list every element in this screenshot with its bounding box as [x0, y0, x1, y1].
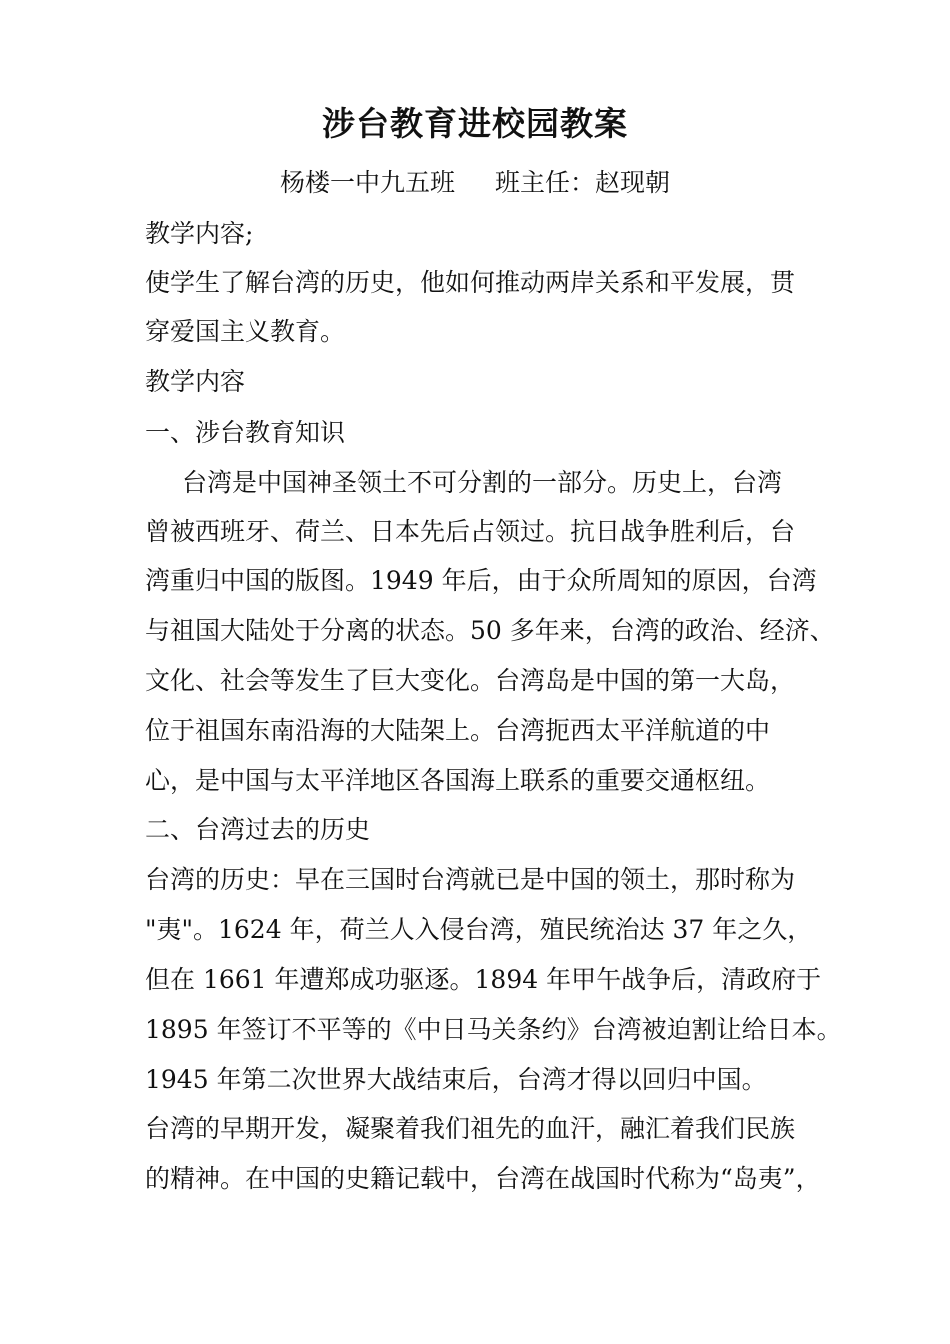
- paragraph-line: "夷"。1624 年，荷兰人入侵台湾，殖民统治达 37 年之久，: [145, 915, 813, 944]
- paragraph-line: 台湾是中国神圣领土不可分割的一部分。历史上，台湾: [182, 468, 783, 497]
- paragraph-line: 但在 1661 年遭郑成功驱逐。1894 年甲午战争后，清政府于: [145, 965, 822, 994]
- paragraph-line: 1945 年第二次世界大战结束后，台湾才得以回归中国。: [145, 1065, 767, 1094]
- page-title: 涉台教育进校园教案: [322, 104, 628, 143]
- paragraph-line: 1895 年签订不平等的《中日马关条约》台湾被迫割让给日本。: [145, 1015, 842, 1044]
- section-heading: 二、台湾过去的历史: [145, 815, 371, 844]
- paragraph-line: 心，是中国与太平洋地区各国海上联系的重要交通枢纽。: [145, 766, 771, 795]
- subtitle: [0, 170, 950, 195]
- paragraph-line: 台湾的早期开发，凝聚着我们祖先的血汗，融汇着我们民族: [145, 1114, 796, 1143]
- section-heading: 教学内容;: [145, 219, 254, 248]
- paragraph-line: 曾被西班牙、荷兰、日本先后占领过。抗日战争胜利后，台: [145, 517, 796, 546]
- paragraph-line: 使学生了解台湾的历史，他如何推动两岸关系和平发展，贯: [145, 268, 796, 297]
- section-heading: 一、涉台教育知识: [145, 418, 346, 447]
- teacher-name: 班主任：赵现朝: [495, 168, 671, 197]
- paragraph-line: 湾重归中国的版图。1949 年后，由于众所周知的原因，台湾: [145, 566, 817, 595]
- paragraph-line: 穿爱国主义教育。: [145, 317, 346, 346]
- paragraph-line: 的精神。在中国的史籍记载中，台湾在战国时代称为“岛夷”，: [145, 1164, 821, 1193]
- class-name: 杨楼一中九五班: [279, 168, 455, 197]
- paragraph-line: 与祖国大陆处于分离的状态。50 多年来，台湾的政治、经济、: [145, 616, 835, 645]
- paragraph-line: 台湾的历史：早在三国时台湾就已是中国的领土，那时称为: [145, 865, 796, 894]
- paragraph-line: 位于祖国东南沿海的大陆架上。台湾扼西太平洋航道的中: [145, 716, 771, 745]
- paragraph-line: 文化、社会等发生了巨大变化。台湾岛是中国的第一大岛，: [145, 666, 796, 695]
- section-heading: 教学内容: [145, 367, 246, 396]
